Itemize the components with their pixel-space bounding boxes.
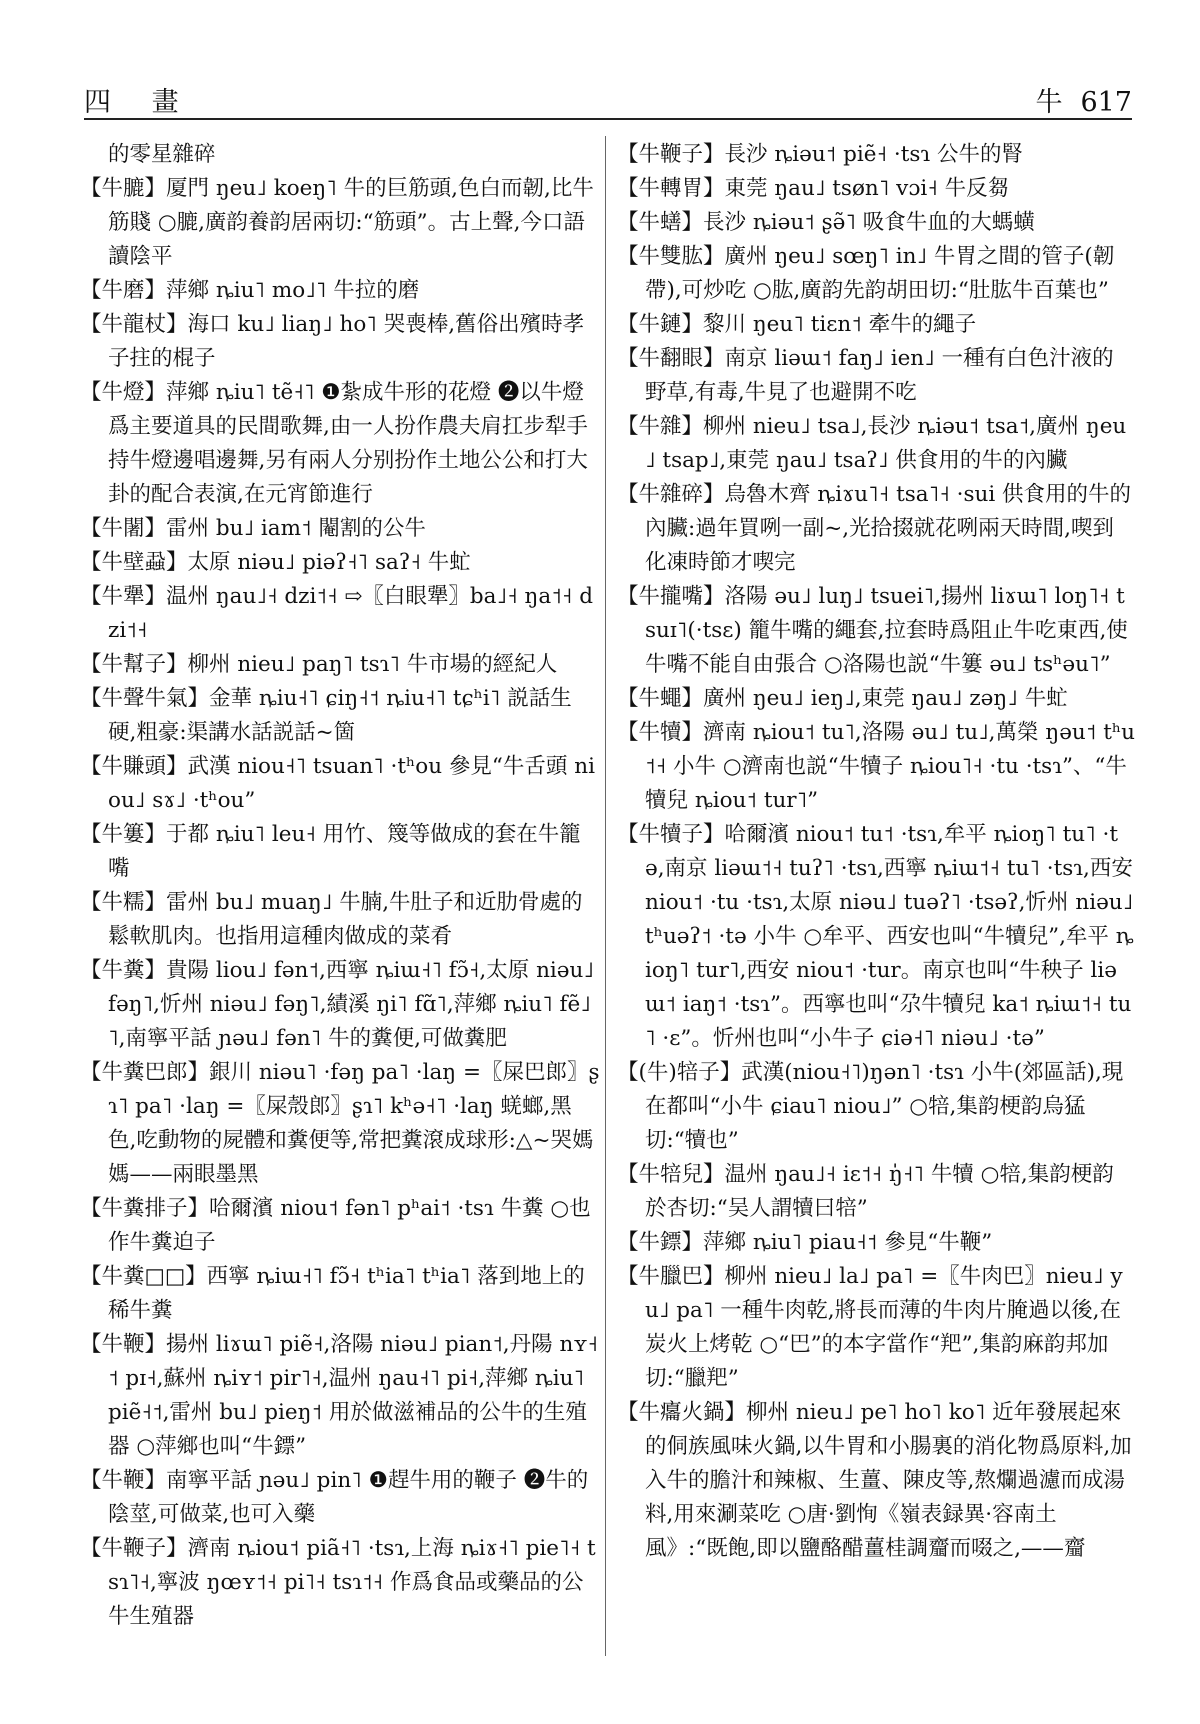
page-number-block [1035,80,1132,119]
dictionary-entry: 【牛糞巴郎】銀川 niəu˥ ·fəŋ pa˥ ·laŋ =〖屎巴郎〗ʂɿ˥ pa˥ ·laŋ =〖屎殼郎〗ʂɿ˥ kʰə˧˥ ·laŋ 蜣螂,黑色,吃動物的屍體和糞便等,常把糞滾成球形:△~哭媽媽——兩眼墨黑 [80,1060,600,1187]
page-number: 617 [1080,87,1132,118]
dictionary-entry: 【牛雜碎】烏魯木齊 ȵiɤu˥˧ tsa˥˧ ·sui 供食用的牛的內臟:過年買咧一副~,光拾掇就花咧兩天時間,喫到化凍時節才喫完 [617,482,1132,575]
dictionary-entry: 【牛聲牛氣】金華 ȵiu˧˥ ɕiŋ˧˦ ȵiu˧˥ tɕʰi˥ 説話生硬,粗豪:渠講水話説話~箇 [80,686,572,745]
dictionary-entry: 【牛犃兒】温州 ŋau˩˧ iɛ˦˧ ŋ̍˧˥ 牛犢 ○犃,集韵梗韵於杏切:“吴人謂犢曰犃” [617,1162,1114,1221]
dictionary-entry: 【牛攏嘴】洛陽 əu˩ luŋ˩ tsuei˥,揚州 liɤɯ˥ loŋ˥˧ tsuɪ˥(·tsɛ) 籠牛嘴的繩套,拉套時爲阻止牛吃東西,使牛嘴不能自由張合 ○洛陽也説“牛簍 əu˩ tsʰəu˥” [617,584,1128,677]
header-rule [84,118,1132,120]
dictionary-entry: 【牛闍】雷州 bu˩ iam˦ 閹割的公牛 [80,516,426,541]
section-title: 四 畫 [84,87,195,118]
page-header [84,76,1132,124]
dictionary-entry: 【牛轉胃】東莞 ŋau˩ tsøn˥ vɔi˧ 牛反芻 [617,176,1010,201]
right-column [617,138,1135,1566]
dictionary-entry: 【牛燈】萍鄉 ȵiu˥ tẽ˧˥ ❶紮成牛形的花燈 ❷以牛燈爲主要道具的民間歌舞,由一人扮作農夫肩扛步犁手持牛燈邊唱邊舞,另有兩人分别扮作土地公公和打大卦的配合表演,在元宵節進行 [80,380,588,507]
header-character: 牛 [1035,87,1063,118]
column-divider [605,136,606,1656]
dictionary-entry: 【牛犢子】哈爾濱 niou˦ tu˦ ·tsɿ,牟平 ȵioŋ˥ tu˥ ·tə,南京 liəɯ˦˧ tuʔ˥ ·tsɿ,西寧 ȵiɯ˦˧ tu˥ ·tsɿ,西安 niou˦ ·tu ·tsɿ,太原 niəu˩ tuəʔ˥ ·tsəʔ,忻州 niəu˩ tʰuəʔ˦ ·tə 小牛 ○牟平、西安也叫“牛犢兒”,牟平 ȵioŋ˥ tur˥,西安 niou˦ ·tur。南京也叫“牛秧子 liəɯ˦ iaŋ˦ ·tsɿ”。西寧也叫“尕牛犢兒 ka˦ ȵiɯ˦˧ tu˥ ·ɛ”。忻州也叫“小牛子 ɕiə˧˥ niəu˩ ·tə” [617,822,1134,1051]
dictionary-entry: 【牛翻眼】南京 liəɯ˦ faŋ˩ ien˩ 一種有白色汁液的野草,有毒,牛見了也避開不吃 [617,346,1114,405]
dictionary-entry: 【牛膔】厦門 ŋeu˩ koeŋ˥ 牛的巨筋頭,色白而韌,比牛筋賤 ○膔,廣韵養韵居兩切:“筋頭”。古上聲,今口語讀陰平 [80,176,594,269]
dictionary-entry: 【牛龍杖】海口 ku˩ liaŋ˩ ho˥ 哭喪棒,舊俗出殯時孝子拄的棍子 [80,312,585,371]
dictionary-entry: 【牛犟】温州 ŋau˩˧ dzi˦˧ ⇨〖白眼犟〗ba˩˧ ŋa˦˧ dzi˦˧ [80,584,593,643]
dictionary-entry: 【牛癟火鍋】柳州 nieu˩ pe˥ ho˥ ko˥ 近年發展起來的侗族風味火鍋,以牛胃和小腸裏的消化物爲原料,加入牛的膽汁和辣椒、生薑、陳皮等,熬爛過濾而成湯料,用來涮菜吃 ○唐·劉恂《嶺表録異·容南土風》:“既飽,即以鹽酪醋薑桂調齏而啜之,——齏 [617,1400,1132,1561]
dictionary-entry: 【牛犢】濟南 ȵiou˦ tu˥,洛陽 əu˩ tu˩,萬榮 ŋəu˦ tʰu˦˧ 小牛 ○濟南也説“牛犢子 ȵiou˥˧ ·tu ·tsɿ”、“牛犢兒 ȵiou˦ tur˥” [617,720,1135,813]
dictionary-entry: 【牛蟮】長沙 ȵiəu˦ ʂə̃˥ 吸食牛血的大螞蟥 [617,210,1035,235]
dictionary-entry: 【(牛)犃子】武漢(niou˧˥)ŋən˥ ·tsɿ 小牛(郊區話),現在都叫“小牛 ɕiau˥ niou˩” ○犃,集韵梗韵烏猛切:“犢也” [617,1060,1124,1153]
left-column [80,138,600,1634]
dictionary-entry: 【牛幫子】柳州 nieu˩ paŋ˥ tsɿ˥ 牛市場的經紀人 [80,652,558,677]
dictionary-entry: 【牛簍】于都 ȵiu˥ leu˧ 用竹、篾等做成的套在牛籠嘴 [80,822,581,881]
dictionary-entry: 【牛雙肱】廣州 ŋeu˩ sœŋ˥ in˩ 牛胃之間的管子(韌帶),可炒吃 ○肱,廣韵先韵胡田切:“肚肱牛百葉也” [617,244,1115,303]
dictionary-entry: 【牛壁蝨】太原 niəu˩ piəʔ˧˥ saʔ˧ 牛虻 [80,550,471,575]
dictionary-entry: 【牛糞排子】哈爾濱 niou˦ fən˥ pʰai˦ ·tsɿ 牛糞 ○也作牛糞迫子 [80,1196,591,1255]
dictionary-entry: 【牛雜】柳州 nieu˩ tsa˩,長沙 ȵiəu˦ tsa˦,廣州 ŋeu˩ tsap˩,東莞 ŋau˩ tsaʔ˩ 供食用的牛的內臟 [617,414,1127,473]
dictionary-entry: 【牛糞】貴陽 liou˩ fən˦,西寧 ȵiɯ˧˥ fɔ̃˧,太原 niəu˩ fəŋ˥,忻州 niəu˩ fəŋ˥,績溪 ŋi˥ fɑ̃˥,萍鄉 ȵiu˥ fẽ˩˥,南寧平話 ɲəu˩ fən˥ 牛的糞便,可做糞肥 [80,958,594,1051]
dictionary-entry: 【牛賺頭】武漢 niou˧˥ tsuan˥ ·tʰou 參見“牛舌頭 niou˩ sɤ˩ ·tʰou” [80,754,595,813]
dictionary-entry: 【牛鏈】黎川 ŋeu˥ tiɛn˦ 牽牛的繩子 [617,312,977,337]
dictionary-entry: 【牛糯】雷州 bu˩ muaŋ˩ 牛腩,牛肚子和近肋骨處的鬆軟肌肉。也指用這種肉做成的菜肴 [80,890,583,949]
dictionary-entry: 【牛鞭子】長沙 ȵiəu˦ piẽ˧ ·tsɿ 公牛的腎 [617,142,1023,167]
dictionary-entry: 【牛鏢】萍鄉 ȵiu˥ piau˧˦ 參見“牛鞭” [617,1230,993,1255]
dictionary-entry: 【牛蠅】廣州 ŋeu˩ ieŋ˩,東莞 ŋau˩ zəŋ˩ 牛虻 [617,686,1068,711]
dictionary-entry: 【牛磨】萍鄉 ȵiu˥ mo˩˥ 牛拉的磨 [80,278,420,303]
dictionary-entry: 【牛鞭子】濟南 ȵiou˦ piã˧˥ ·tsɿ,上海 ȵiɤ˧˥ pie˥˧ tsɿ˥˧,寧波 ŋœʏ˦˧ pi˥˧ tsɿ˦˧ 作爲食品或藥品的公牛生殖器 [80,1536,596,1629]
dictionary-entry: 【牛鞭】揚州 liɤɯ˥ piẽ˧,洛陽 niəu˩ pian˦,丹陽 nʏ˧˦ pɪ˧,蘇州 ȵiʏ˦ pir˥˧,温州 ŋau˧˥ pi˧,萍鄉 ȵiu˥ piẽ˧˦,雷州 bu˩ pieŋ˦ 用於做滋補品的公牛的生殖器 ○萍鄉也叫“牛鏢” [80,1332,599,1459]
dictionary-entry: 【牛臘巴】柳州 nieu˩ la˩ pa˥ =〖牛肉巴〗nieu˩ yu˩ pa˥ 一種牛肉乾,將長而薄的牛肉片腌過以後,在炭火上烤乾 ○“巴”的本字當作“羓”,集韵麻韵邦加切:“臘羓” [617,1264,1123,1391]
dictionary-entry: 【牛鞭】南寧平話 ɲəu˩ pin˥ ❶趕牛用的鞭子 ❷牛的陰莖,可做菜,也可入藥 [80,1468,589,1527]
dictionary-entry: 【牛糞□□】西寧 ȵiɯ˧˥ fɔ̃˧ tʰia˥ tʰia˥ 落到地上的稀牛糞 [80,1264,585,1323]
dictionary-entry: 的零星雜碎 [108,142,216,167]
